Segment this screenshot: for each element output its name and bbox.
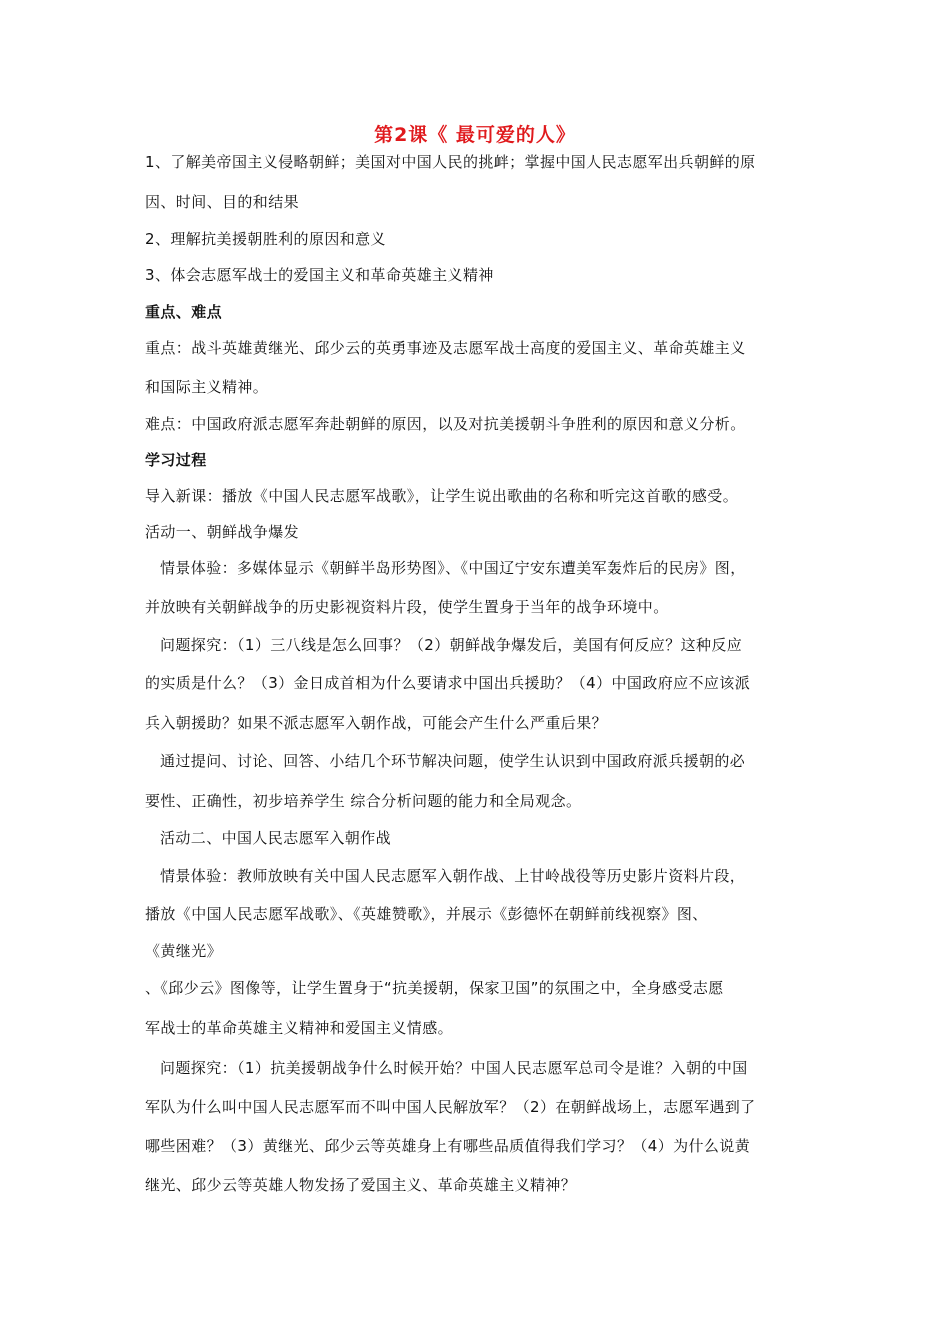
difficult-point: 难点：中国政府派志愿军奔赴朝鲜的原因，以及对抗美援朝斗争胜利的原因和意义分析。 <box>145 415 746 433</box>
objective-2: 2、理解抗美援朝胜利的原因和意义 <box>145 230 386 248</box>
activity-1-heading: 活动一、朝鲜战争爆发 <box>145 523 300 541</box>
activity-2-scene-line-1: 情景体验：教师放映有关中国人民志愿军入朝作战、上甘岭战役等历史影片资料片段， <box>160 867 746 885</box>
activity-2-heading: 活动二、中国人民志愿军入朝作战 <box>160 829 392 847</box>
activity-1-question-line-1: 问题探究：（1）三八线是怎么回事？（2）朝鲜战争爆发后，美国有何反应？这种反应 <box>160 636 743 654</box>
key-point-line-2: 和国际主义精神。 <box>145 378 269 396</box>
activity-1-scene-line-2: 并放映有关朝鲜战争的历史影视资料片段，使学生置身于当年的战争环境中。 <box>145 598 669 616</box>
activity-1-summary-line-1: 通过提问、讨论、回答、小结几个环节解决问题，使学生认识到中国政府派兵援朝的必 <box>160 752 746 770</box>
activity-2-scene-line-2: 播放《中国人民志愿军战歌》、《英雄赞歌》，并展示《彭德怀在朝鲜前线视察》图、 <box>145 905 708 923</box>
page-title: 第2课《 最可爱的人》 <box>374 124 576 146</box>
activity-2-scene-line-5: 军战士的革命英雄主义精神和爱国主义情感。 <box>145 1019 454 1037</box>
key-points-heading: 重点、难点 <box>145 303 223 321</box>
learning-process-heading: 学习过程 <box>145 451 207 469</box>
key-point-line-1: 重点：战斗英雄黄继光、邱少云的英勇事迹及志愿军战士高度的爱国主义、革命英雄主义 <box>145 339 746 357</box>
activity-2-scene-line-3: 《黄继光》 <box>145 942 223 960</box>
introduction-line: 导入新课：播放《中国人民志愿军战歌》，让学生说出歌曲的名称和听完这首歌的感受。 <box>145 487 739 505</box>
activity-2-question-line-3: 哪些困难？（3）黄继光、邱少云等英雄身上有哪些品质值得我们学习？（4）为什么说黄 <box>145 1137 751 1155</box>
activity-2-question-line-4: 继光、邱少云等英雄人物发扬了爱国主义、革命英雄主义精神？ <box>145 1176 577 1194</box>
objective-1-line-1: 1、了解美帝国主义侵略朝鲜；美国对中国人民的挑衅；掌握中国人民志愿军出兵朝鲜的原 <box>145 153 756 171</box>
activity-2-scene-line-4: 、《邱少云》图像等，让学生置身于“抗美援朝，保家卫国”的氛围之中，全身感受志愿 <box>145 979 724 997</box>
activity-1-question-line-2: 的实质是什么？（3）金日成首相为什么要请求中国出兵援助？（4）中国政府应不应该派 <box>145 674 751 692</box>
activity-1-summary-line-2: 要性、正确性，初步培养学生 综合分析问题的能力和全局观念。 <box>145 792 582 810</box>
activity-2-question-line-2: 军队为什么叫中国人民志愿军而不叫中国人民解放军？（2）在朝鲜战场上，志愿军遇到了 <box>145 1098 756 1116</box>
activity-1-scene-line-1: 情景体验：多媒体显示《朝鲜半岛形势图》、《中国辽宁安东遭美军轰炸后的民房》图， <box>160 559 746 577</box>
activity-2-question-line-1: 问题探究：（1）抗美援朝战争什么时候开始？中国人民志愿军总司令是谁？入朝的中国 <box>160 1059 748 1077</box>
activity-1-question-line-3: 兵入朝援助？如果不派志愿军入朝作战，可能会产生什么严重后果？ <box>145 714 608 732</box>
objective-1-line-2: 因、时间、目的和结果 <box>145 193 300 211</box>
objective-3: 3、体会志愿军战士的爱国主义和革命英雄主义精神 <box>145 266 494 284</box>
